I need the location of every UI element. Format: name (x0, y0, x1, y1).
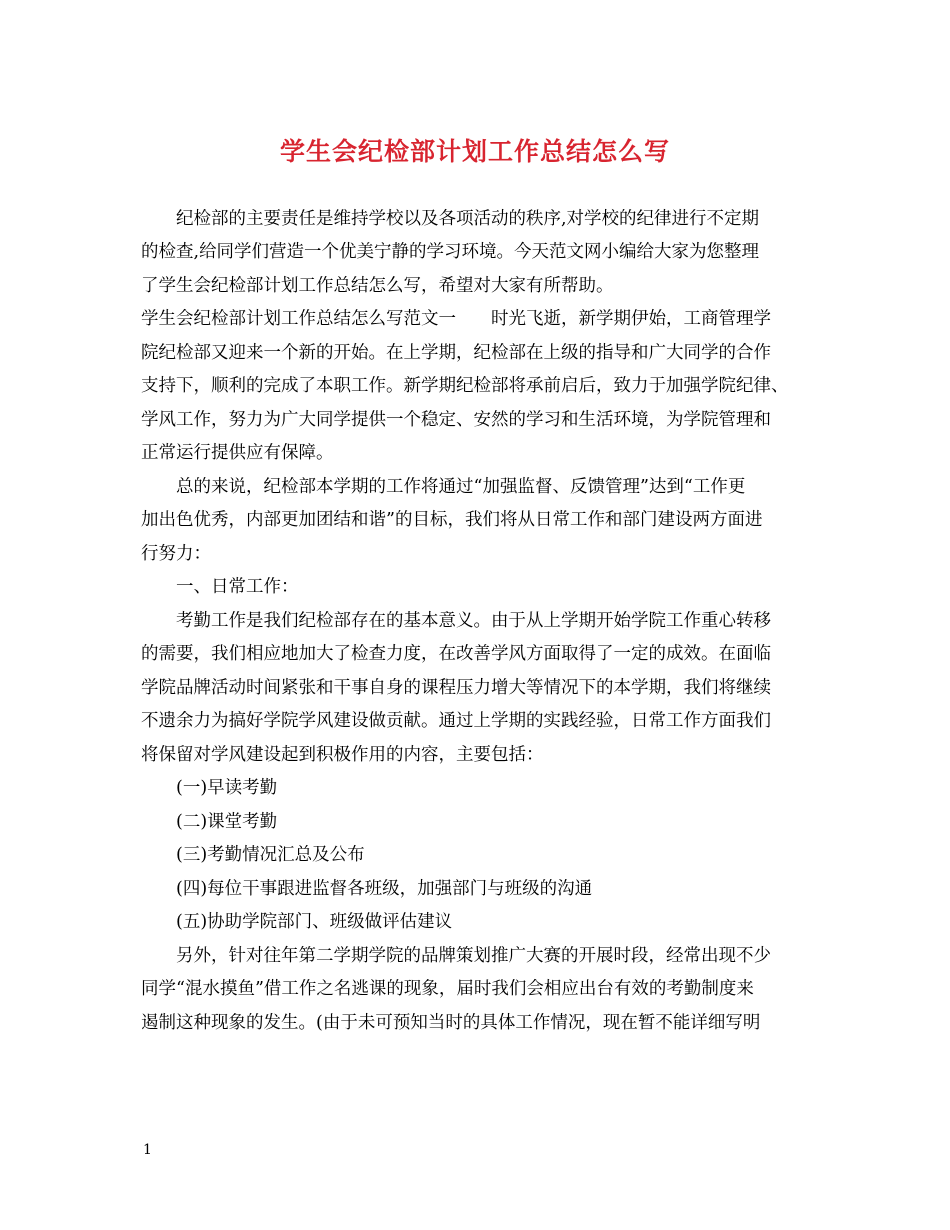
body-line: 了学生会纪检部计划工作总结怎么写，希望对大家有所帮助。 (141, 276, 614, 296)
body-line: 学风工作，努力为广大同学提供一个稳定、安然的学习和生活环境，为学院管理和 (141, 410, 771, 430)
body-line: 另外，针对往年第二学期学院的品牌策划推广大赛的开展时段，经常出现不少 (176, 946, 771, 966)
body-line: 学生会纪检部计划工作总结怎么写范文一 时光飞逝，新学期伊始，工商管理学 (141, 309, 771, 329)
body-line: 支持下，顺利的完成了本职工作。新学期纪检部将承前启后，致力于加强学院纪律、 (141, 376, 789, 396)
body-line: 正常运行提供应有保障。 (141, 443, 334, 463)
list-item: (二)课堂考勤 (176, 812, 278, 832)
body-line: 将保留对学风建设起到积极作用的内容，主要包括： (141, 745, 544, 765)
body-line: 的检查,给同学们营造一个优美宁静的学习环境。今天范文网小编给大家为您整理 (141, 242, 760, 262)
list-item: (一)早读考勤 (176, 778, 278, 798)
body-line: 不遗余力为搞好学院学风建设做贡献。通过上学期的实践经验，日常工作方面我们 (141, 711, 771, 731)
list-item: (五)协助学院部门、班级做评估建议 (176, 912, 453, 932)
body-line: 考勤工作是我们纪检部存在的基本意义。由于从上学期开始学院工作重心转移 (176, 611, 771, 631)
list-item: (三)考勤情况汇总及公布 (176, 845, 365, 865)
body-line: 加出色优秀，内部更加团结和谐”的目标，我们将从日常工作和部门建设两方面进 (141, 510, 763, 530)
body-line: 的需要，我们相应地加大了检查力度，在改善学风方面取得了一定的成效。在面临 (141, 644, 771, 664)
body-line: 学院品牌活动时间紧张和干事自身的课程压力增大等情况下的本学期，我们将继续 (141, 678, 771, 698)
body-line: 遏制这种现象的发生。(由于未可预知当时的具体工作情况，现在暂不能详细写明 (141, 1013, 761, 1033)
body-line: 院纪检部又迎来一个新的开始。在上学期，纪检部在上级的指导和广大同学的合作 (141, 343, 771, 363)
list-item: (四)每位干事跟进监督各班级，加强部门与班级的沟通 (176, 879, 593, 899)
body-line: 纪检部的主要责任是维持学校以及各项活动的秩序,对学校的纪律进行不定期 (176, 209, 760, 229)
section-heading: 一、日常工作： (176, 577, 299, 597)
body-line: 行努力： (141, 544, 211, 564)
page-number: 1 (143, 1142, 152, 1158)
document-title: 学生会纪检部计划工作总结怎么写 (279, 137, 670, 166)
body-line: 总的来说，纪检部本学期的工作将通过“加强监督、反馈管理”达到“工作更 (176, 477, 746, 497)
body-line: 同学“混水摸鱼”借工作之名逃课的现象，届时我们会相应出台有效的考勤制度来 (141, 979, 754, 999)
